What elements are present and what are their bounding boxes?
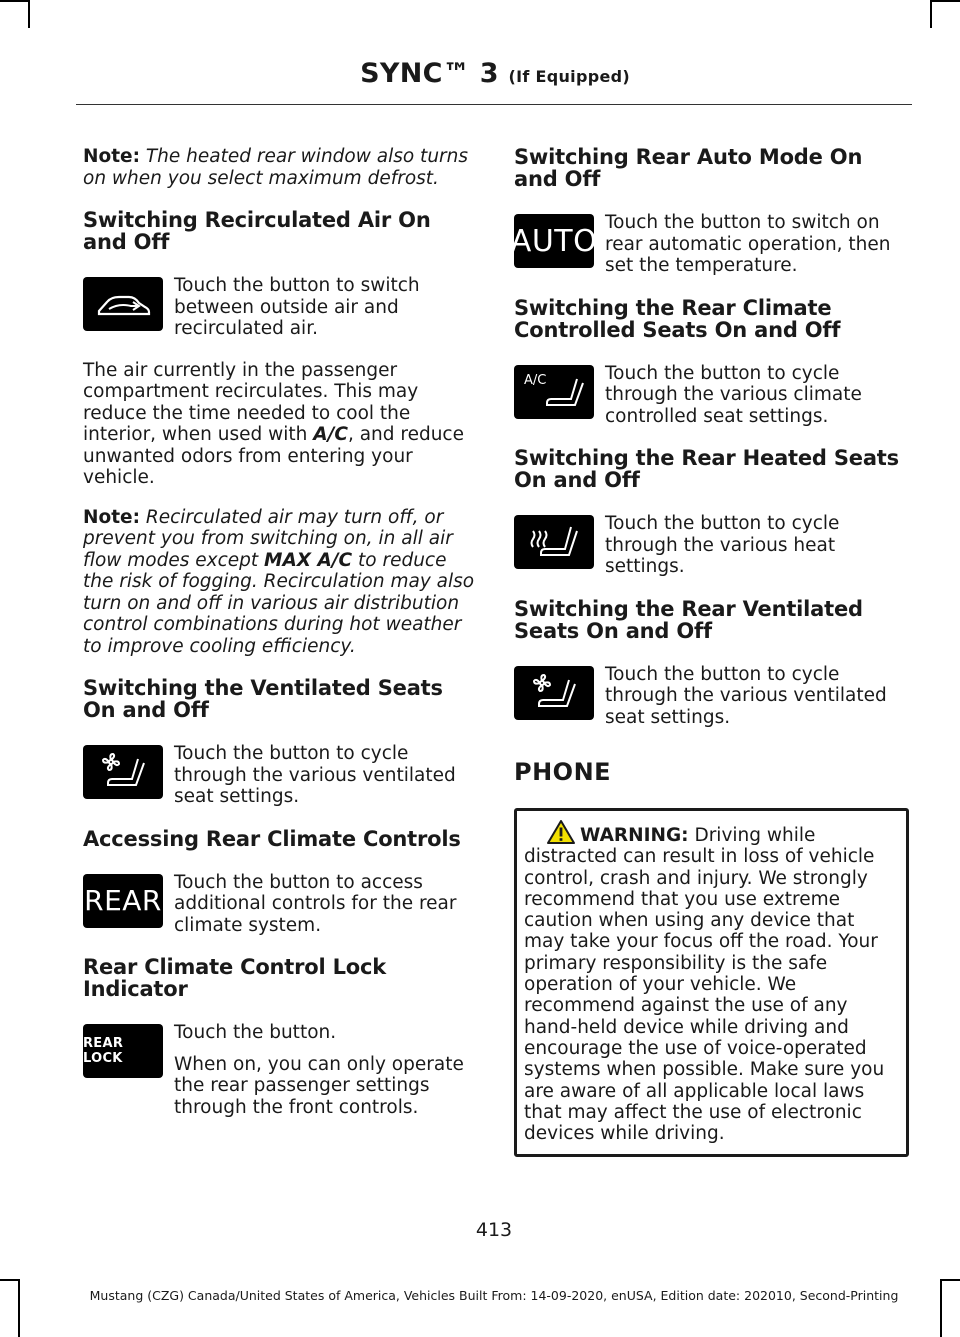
- vent-item: [83, 743, 475, 808]
- heated-seat-item: [514, 513, 906, 578]
- auto-item: [510, 212, 906, 277]
- recirc-item: [83, 275, 475, 340]
- lock-text: When on, you can only operate the rear passenger settings through the front controls.: [174, 1053, 464, 1118]
- page-footer: Mustang (CZG) Canada/United States of America, Vehicles Built From: 14-09-2020, enUSA, Edition date: 202010, Second-Printing: [89, 1288, 899, 1303]
- section-heading: Accessing Rear Climate Controls: [83, 826, 461, 851]
- climate-seat-description: Touch the button to cycle through the various climate controlled seat settings.: [605, 362, 862, 427]
- section-heading: Rear Climate Control Lock Indicator: [83, 955, 387, 1001]
- ac-emphasis: A/C: [313, 424, 348, 445]
- note-text: Recirculated air may turn off, or prevent you from switching on, in all air flow modes except: [83, 506, 453, 571]
- climate-seat-icon-label: A/C: [524, 372, 547, 388]
- rear-icon-label: REAR: [84, 884, 162, 917]
- page-header-title: [360, 58, 630, 89]
- crop-mark: [930, 0, 960, 2]
- body-text: , and reduce unwanted odors from entering your vehicle.: [83, 424, 464, 488]
- ventilated-seat-icon: [514, 666, 594, 720]
- recirculated-air-icon: [83, 277, 163, 331]
- body-text: The air currently in the passenger compartment recirculates. This may reduce the time needed to cool the interior, when used with: [83, 359, 419, 445]
- left-column: [83, 146, 475, 1118]
- heated-seat-icon: [514, 515, 594, 569]
- crop-mark: [28, 0, 30, 28]
- lock-item: [83, 1022, 475, 1118]
- warning-label: WARNING:: [580, 825, 689, 846]
- note-label: Note:: [83, 146, 140, 167]
- note-paragraph: [83, 507, 475, 658]
- section-heading: Switching the Rear Heated Seats On and Off: [514, 446, 899, 492]
- right-column: [510, 145, 906, 1157]
- heated-seat-description: Touch the button to cycle through the various heat settings.: [605, 513, 840, 577]
- section-heading: Switching the Rear Climate Controlled Seats On and Off: [514, 295, 841, 342]
- lock-description-cont: [174, 1054, 487, 1119]
- section-heading: Switching the Ventilated Seats On and Off: [83, 676, 443, 722]
- note-text: The heated rear window also turns on when you select maximum defrost.: [83, 146, 469, 189]
- lock-description: Touch the button.: [174, 1022, 337, 1043]
- section-heading: Switching Recirculated Air On and Off: [83, 208, 431, 254]
- warning-box: [514, 808, 909, 1157]
- climate-seat-item: [514, 363, 906, 428]
- warning-triangle-icon: [546, 819, 576, 845]
- rear-description: Touch the button to access additional controls for the rear climate system.: [174, 871, 457, 936]
- rear-vent-description: Touch the button to cycle through the various ventilated seat settings.: [605, 663, 887, 728]
- page-number: 413: [475, 1219, 513, 1241]
- rear-lock-icon: [83, 1024, 163, 1078]
- warning-text: Driving while distracted can result in loss of vehicle control, crash and injury. We strongly recommend that you use extreme caution when using any device that may take your focus off the road. Your primary responsibility is the safe operation of your vehicle. We recommend against the use of any hand-held device while driving and encourage the use of voice-operated systems when possible. Make sure you are aware of all applicable local laws that may affect the use of electronic devices while driving.: [524, 825, 885, 1145]
- ventilated-seat-icon: [83, 745, 163, 799]
- note-label: Note:: [83, 506, 140, 528]
- body-paragraph: [83, 360, 475, 489]
- crop-mark: [930, 0, 932, 28]
- rear-vent-item: [514, 664, 906, 729]
- phone-heading: PHONE: [514, 758, 612, 786]
- rear-button-icon: [83, 874, 163, 928]
- section-heading: Switching the Rear Ventilated Seats On and Off: [514, 596, 863, 643]
- section-heading: Switching Rear Auto Mode On and Off: [514, 145, 863, 191]
- max-ac-emphasis: MAX A/C: [264, 549, 353, 571]
- auto-button-icon: [510, 214, 598, 268]
- header-subtitle: (If Equipped): [508, 67, 630, 86]
- warning-paragraph: [524, 819, 900, 1144]
- vent-description: Touch the button to cycle through the various ventilated seat settings.: [174, 743, 456, 807]
- header-title-text: SYNC™ 3: [360, 58, 499, 89]
- rear-item: [83, 872, 475, 937]
- recirc-description: Touch the button to switch between outside air and recirculated air.: [174, 275, 420, 339]
- header-divider: [76, 104, 912, 105]
- crop-mark: [0, 1279, 18, 1281]
- note-text: to reduce the risk of fogging. Recirculation may also turn on and off in various air distribution control combinations during hot weather to improve cooling efficiency.: [83, 549, 475, 657]
- auto-icon-label: AUTO: [510, 223, 598, 259]
- crop-mark: [940, 1279, 960, 1281]
- crop-mark: [0, 0, 30, 2]
- climate-seat-icon: [514, 365, 594, 419]
- auto-description: Touch the button to switch on rear automatic operation, then set the temperature.: [605, 212, 891, 276]
- rear-lock-icon-label: REAR LOCK: [83, 1036, 124, 1066]
- note-paragraph: [83, 146, 475, 189]
